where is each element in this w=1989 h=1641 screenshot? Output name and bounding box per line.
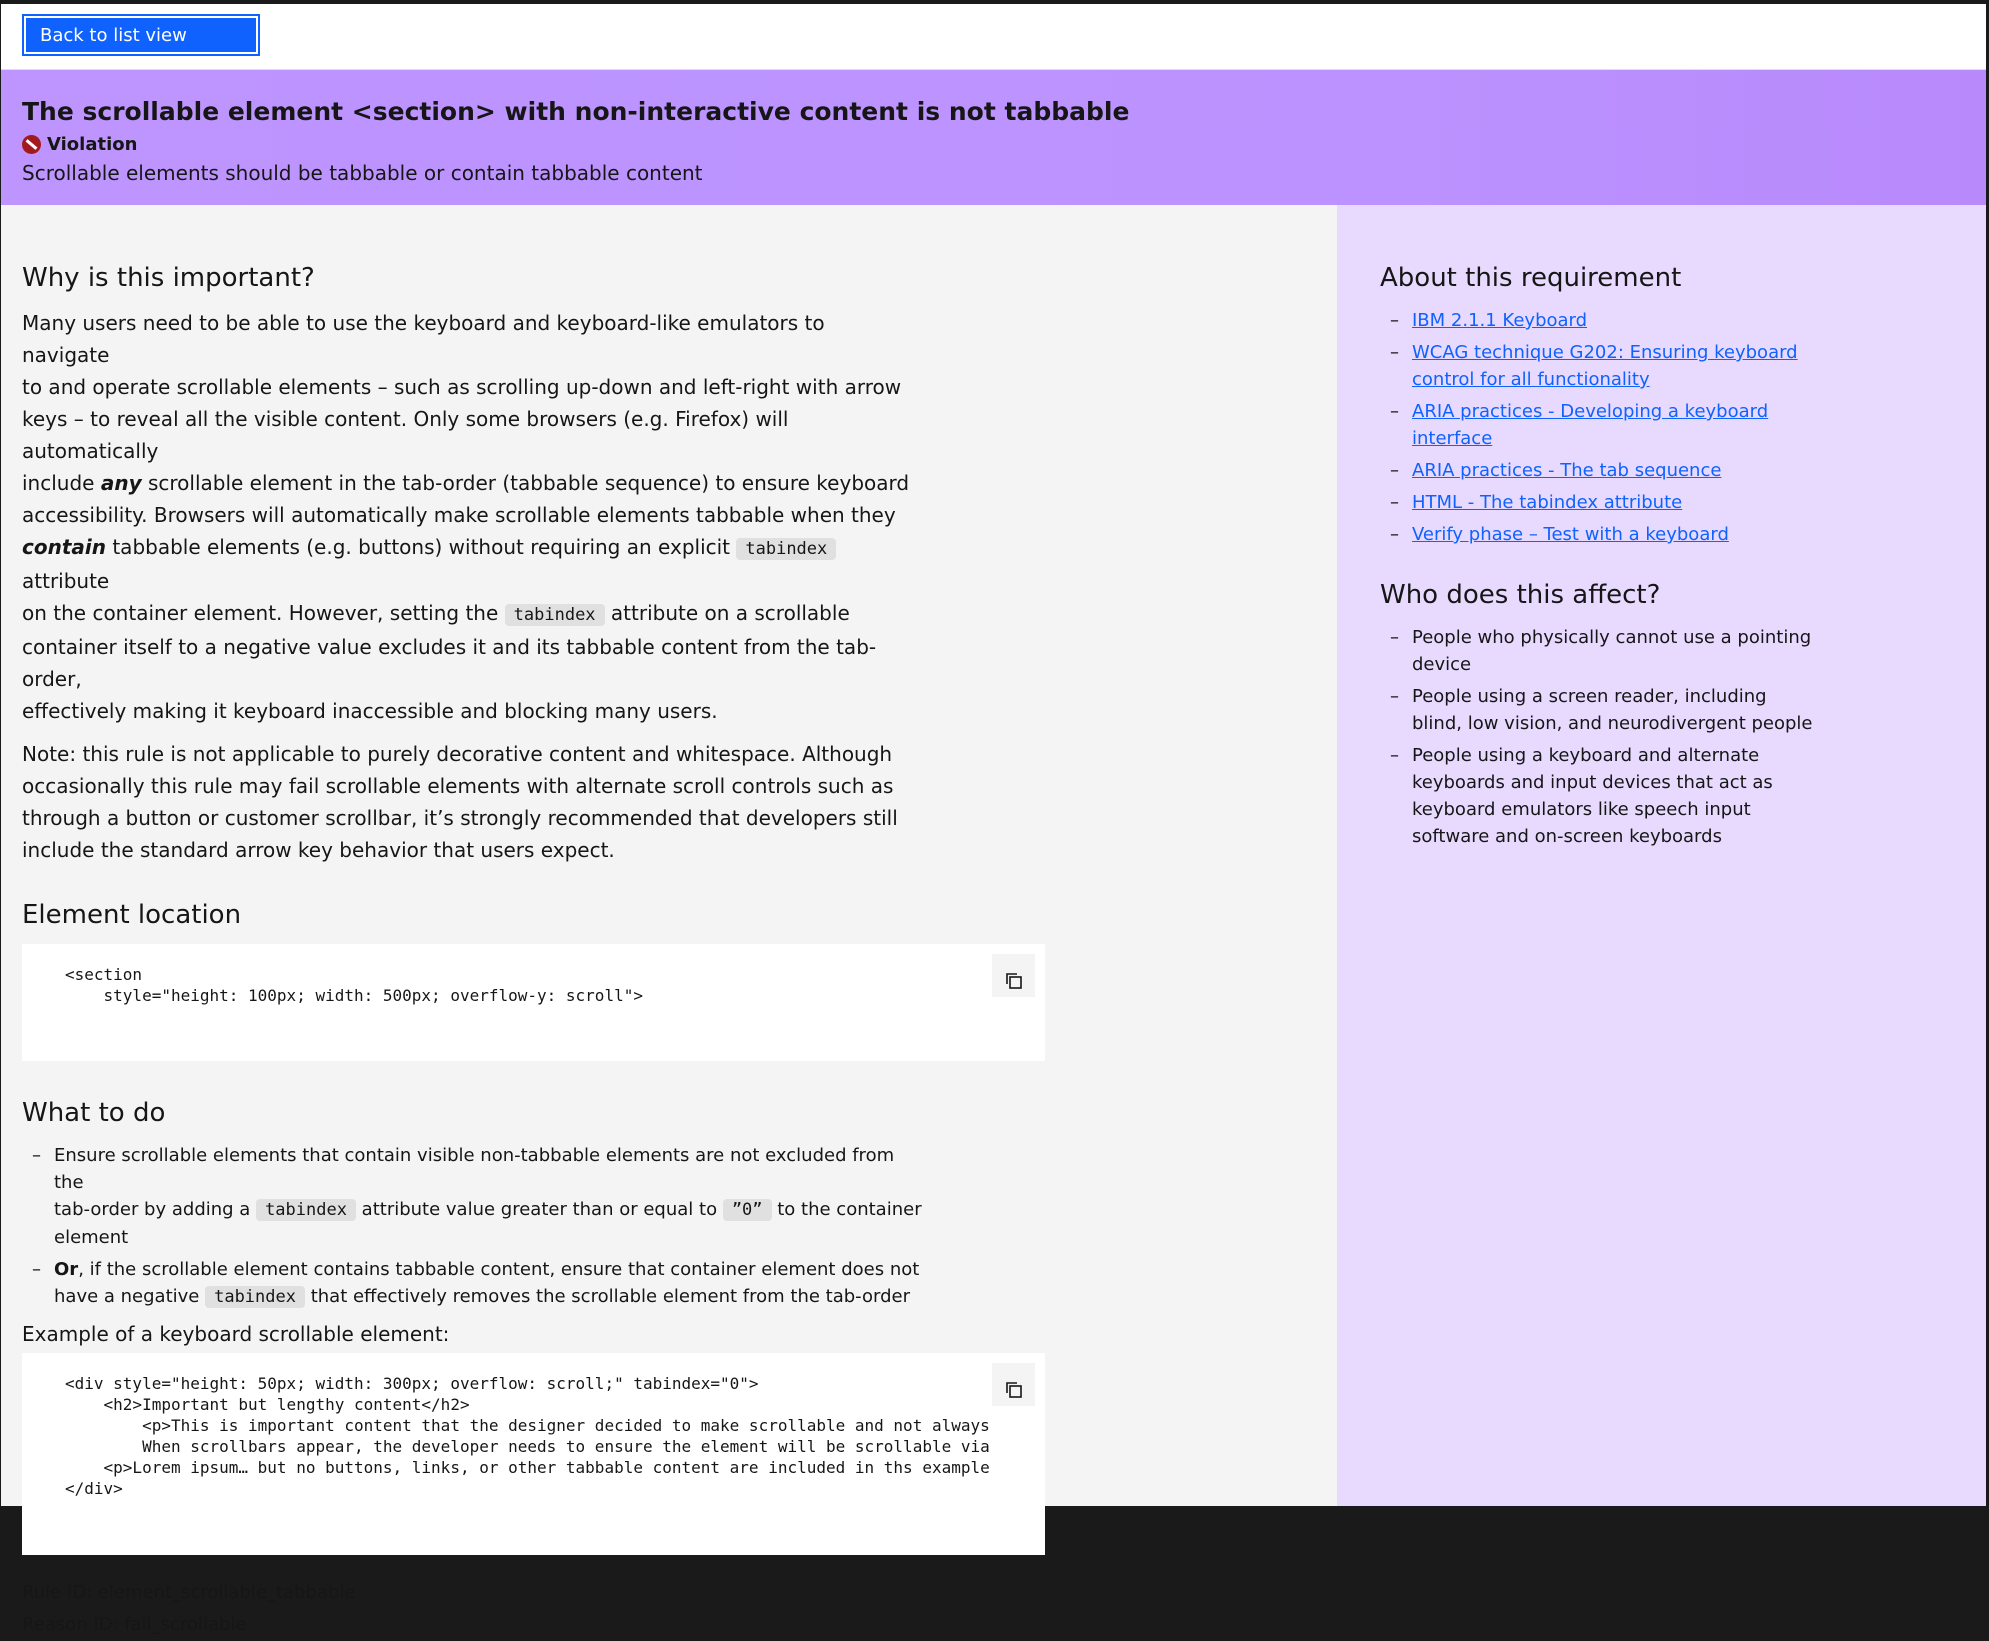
text-line: People using a screen reader, including (1412, 686, 1767, 707)
copy-icon (1004, 1380, 1024, 1400)
inline-code-tabindex: tabindex (505, 604, 605, 626)
text-line: occasionally this rule may fail scrollable elements with alternate scroll controls such as (22, 774, 894, 798)
text-line: keyboards and input devices that act as (1412, 772, 1773, 793)
text-line: include (22, 471, 101, 495)
list-item (1380, 339, 1986, 393)
link-text: control for all functionality (1412, 369, 1650, 390)
text-line: blind, low vision, and neurodivergent people (1412, 713, 1813, 734)
text-line: element (54, 1227, 129, 1248)
affects-heading: Who does this affect? (1380, 580, 1661, 610)
text-line: Many users need to be able to use the keyboard and keyboard-like emulators to navigate (22, 311, 825, 367)
text-line: attribute on a scrollable (604, 601, 850, 625)
list-item (1380, 742, 1986, 850)
text-line: tab-order by adding a (54, 1199, 257, 1220)
example-label: Example of a keyboard scrollable element: (22, 1322, 450, 1346)
back-to-list-button[interactable]: Back to list view (22, 14, 260, 56)
text-line: device (1412, 654, 1472, 675)
violation-icon (22, 135, 41, 154)
rule-title: The scrollable element <section> with non-interactive content is not tabbable (22, 97, 1130, 126)
link-verify-keyboard[interactable] (1412, 524, 1729, 545)
inline-code-zero: ”0” (723, 1199, 772, 1221)
about-heading: About this requirement (1380, 263, 1682, 293)
link-text: interface (1412, 428, 1493, 449)
status-label: Violation (47, 133, 138, 155)
link-wcag-g202[interactable] (1412, 342, 1798, 390)
text-line: effectively making it keyboard inaccessible and blocking many users. (22, 699, 718, 723)
list-item (22, 1256, 922, 1311)
element-location-heading: Element location (22, 900, 242, 930)
text-line: include the standard arrow key behavior that users expect. (22, 838, 615, 862)
status-line (22, 131, 1986, 157)
list-item (1380, 683, 1986, 737)
list-item (1380, 457, 1986, 484)
list-item (1380, 624, 1986, 678)
rule-message: Scrollable elements should be tabbable or contain tabbable content (22, 161, 703, 185)
link-ibm-keyboard[interactable] (1412, 310, 1587, 331)
link-text: HTML - The tabindex attribute (1412, 492, 1683, 513)
text-line: to and operate scrollable elements – such as scrolling up-down and left-right with arrow (22, 375, 902, 399)
element-location-code-block (22, 944, 1045, 1061)
text-line: keyboard emulators like speech input (1412, 799, 1751, 820)
list-item (1380, 398, 1986, 452)
example-code: <div style="height: 50px; width: 300px; overflow: scroll;" tabindex="0"> <h2>Important but lengthy content</h2> <p>This is important content that the designer decided to make scrollable and not always When scrollbars appear, the developer needs to ensure the element will be scrollable via <p>Lorem ipsum… but no buttons, links, or other tabbable content are included in ths example </div> (65, 1374, 990, 1498)
list-item (1380, 489, 1986, 516)
inline-code-tabindex: tabindex (256, 1199, 356, 1221)
copy-location-button[interactable] (992, 954, 1035, 997)
example-code-block (22, 1353, 1045, 1555)
text-line: tabbable elements (e.g. buttons) without requiring an explicit (105, 535, 737, 559)
element-location-code: <section style="height: 100px; width: 500px; overflow-y: scroll"> (65, 965, 643, 1005)
what-to-do-heading: What to do (22, 1098, 166, 1128)
text-line: software and on-screen keyboards (1412, 826, 1722, 847)
reason-id: Reason ID: fail_scrollable (22, 1614, 247, 1635)
main-content (1, 205, 1337, 1635)
emphasis-any: any (100, 471, 142, 495)
copy-example-button[interactable] (992, 1363, 1035, 1406)
text-line: accessibility. Browsers will automatically make scrollable elements tabbable when they (22, 503, 896, 527)
top-toolbar (1, 4, 1986, 70)
link-html-tabindex[interactable] (1412, 492, 1682, 513)
link-aria-tab-sequence[interactable] (1412, 460, 1721, 481)
text-line: that effectively removes the scrollable element from the tab-order (304, 1286, 911, 1307)
text-line: through a button or customer scrollbar, it’s strongly recommended that developers still (22, 806, 898, 830)
why-paragraph-2 (22, 738, 912, 866)
link-aria-keyboard-interface[interactable] (1412, 401, 1768, 449)
copy-icon (1004, 971, 1024, 991)
text-line: Ensure scrollable elements that contain visible non-tabbable elements are not excluded from the (54, 1145, 895, 1193)
list-item (1380, 307, 1986, 334)
text-line: on the container element. However, setting the (22, 601, 505, 625)
sidebar (1337, 205, 1986, 1506)
rule-id: Rule ID: element_scrollable_tabbable (22, 1582, 356, 1603)
affects-list (1380, 624, 1986, 850)
text-line: to the container (771, 1199, 922, 1220)
list-item (22, 1142, 922, 1251)
list-item (1380, 521, 1986, 548)
rule-banner (1, 70, 1986, 205)
link-text: WCAG technique G202: Ensuring keyboard (1412, 342, 1798, 363)
what-to-do-list (22, 1142, 922, 1311)
text-line: People using a keyboard and alternate (1412, 745, 1760, 766)
text-line: attribute value greater than or equal to (355, 1199, 723, 1220)
text-line: have a negative (54, 1286, 206, 1307)
emphasis-contain: contain (22, 535, 106, 559)
text-line: container itself to a negative value excludes it and its tabbable content from the tab-order, (22, 635, 877, 691)
why-heading: Why is this important? (22, 263, 315, 293)
link-text: IBM 2.1.1 Keyboard (1412, 310, 1588, 331)
text-line: People who physically cannot use a pointing (1412, 627, 1812, 648)
why-paragraph-1 (22, 307, 912, 727)
inline-code-tabindex: tabindex (736, 538, 836, 560)
rule-detail-page (1, 4, 1986, 1635)
text-line: Note: this rule is not applicable to purely decorative content and whitespace. Although (22, 742, 893, 766)
inline-code-tabindex: tabindex (205, 1286, 305, 1308)
text-line: scrollable element in the tab-order (tabbable sequence) to ensure keyboard (141, 471, 910, 495)
text-line: keys – to reveal all the visible content. Only some browsers (e.g. Firefox) will automatically (22, 407, 789, 463)
emphasis-or: Or (54, 1259, 79, 1280)
text-line: , if the scrollable element contains tabbable content, ensure that container element does not (78, 1259, 920, 1280)
text-line: attribute (22, 569, 110, 593)
link-text: Verify phase – Test with a keyboard (1412, 524, 1729, 545)
about-links-list (1380, 307, 1986, 548)
link-text: ARIA practices - Developing a keyboard (1412, 401, 1769, 422)
link-text: ARIA practices - The tab sequence (1412, 460, 1722, 481)
